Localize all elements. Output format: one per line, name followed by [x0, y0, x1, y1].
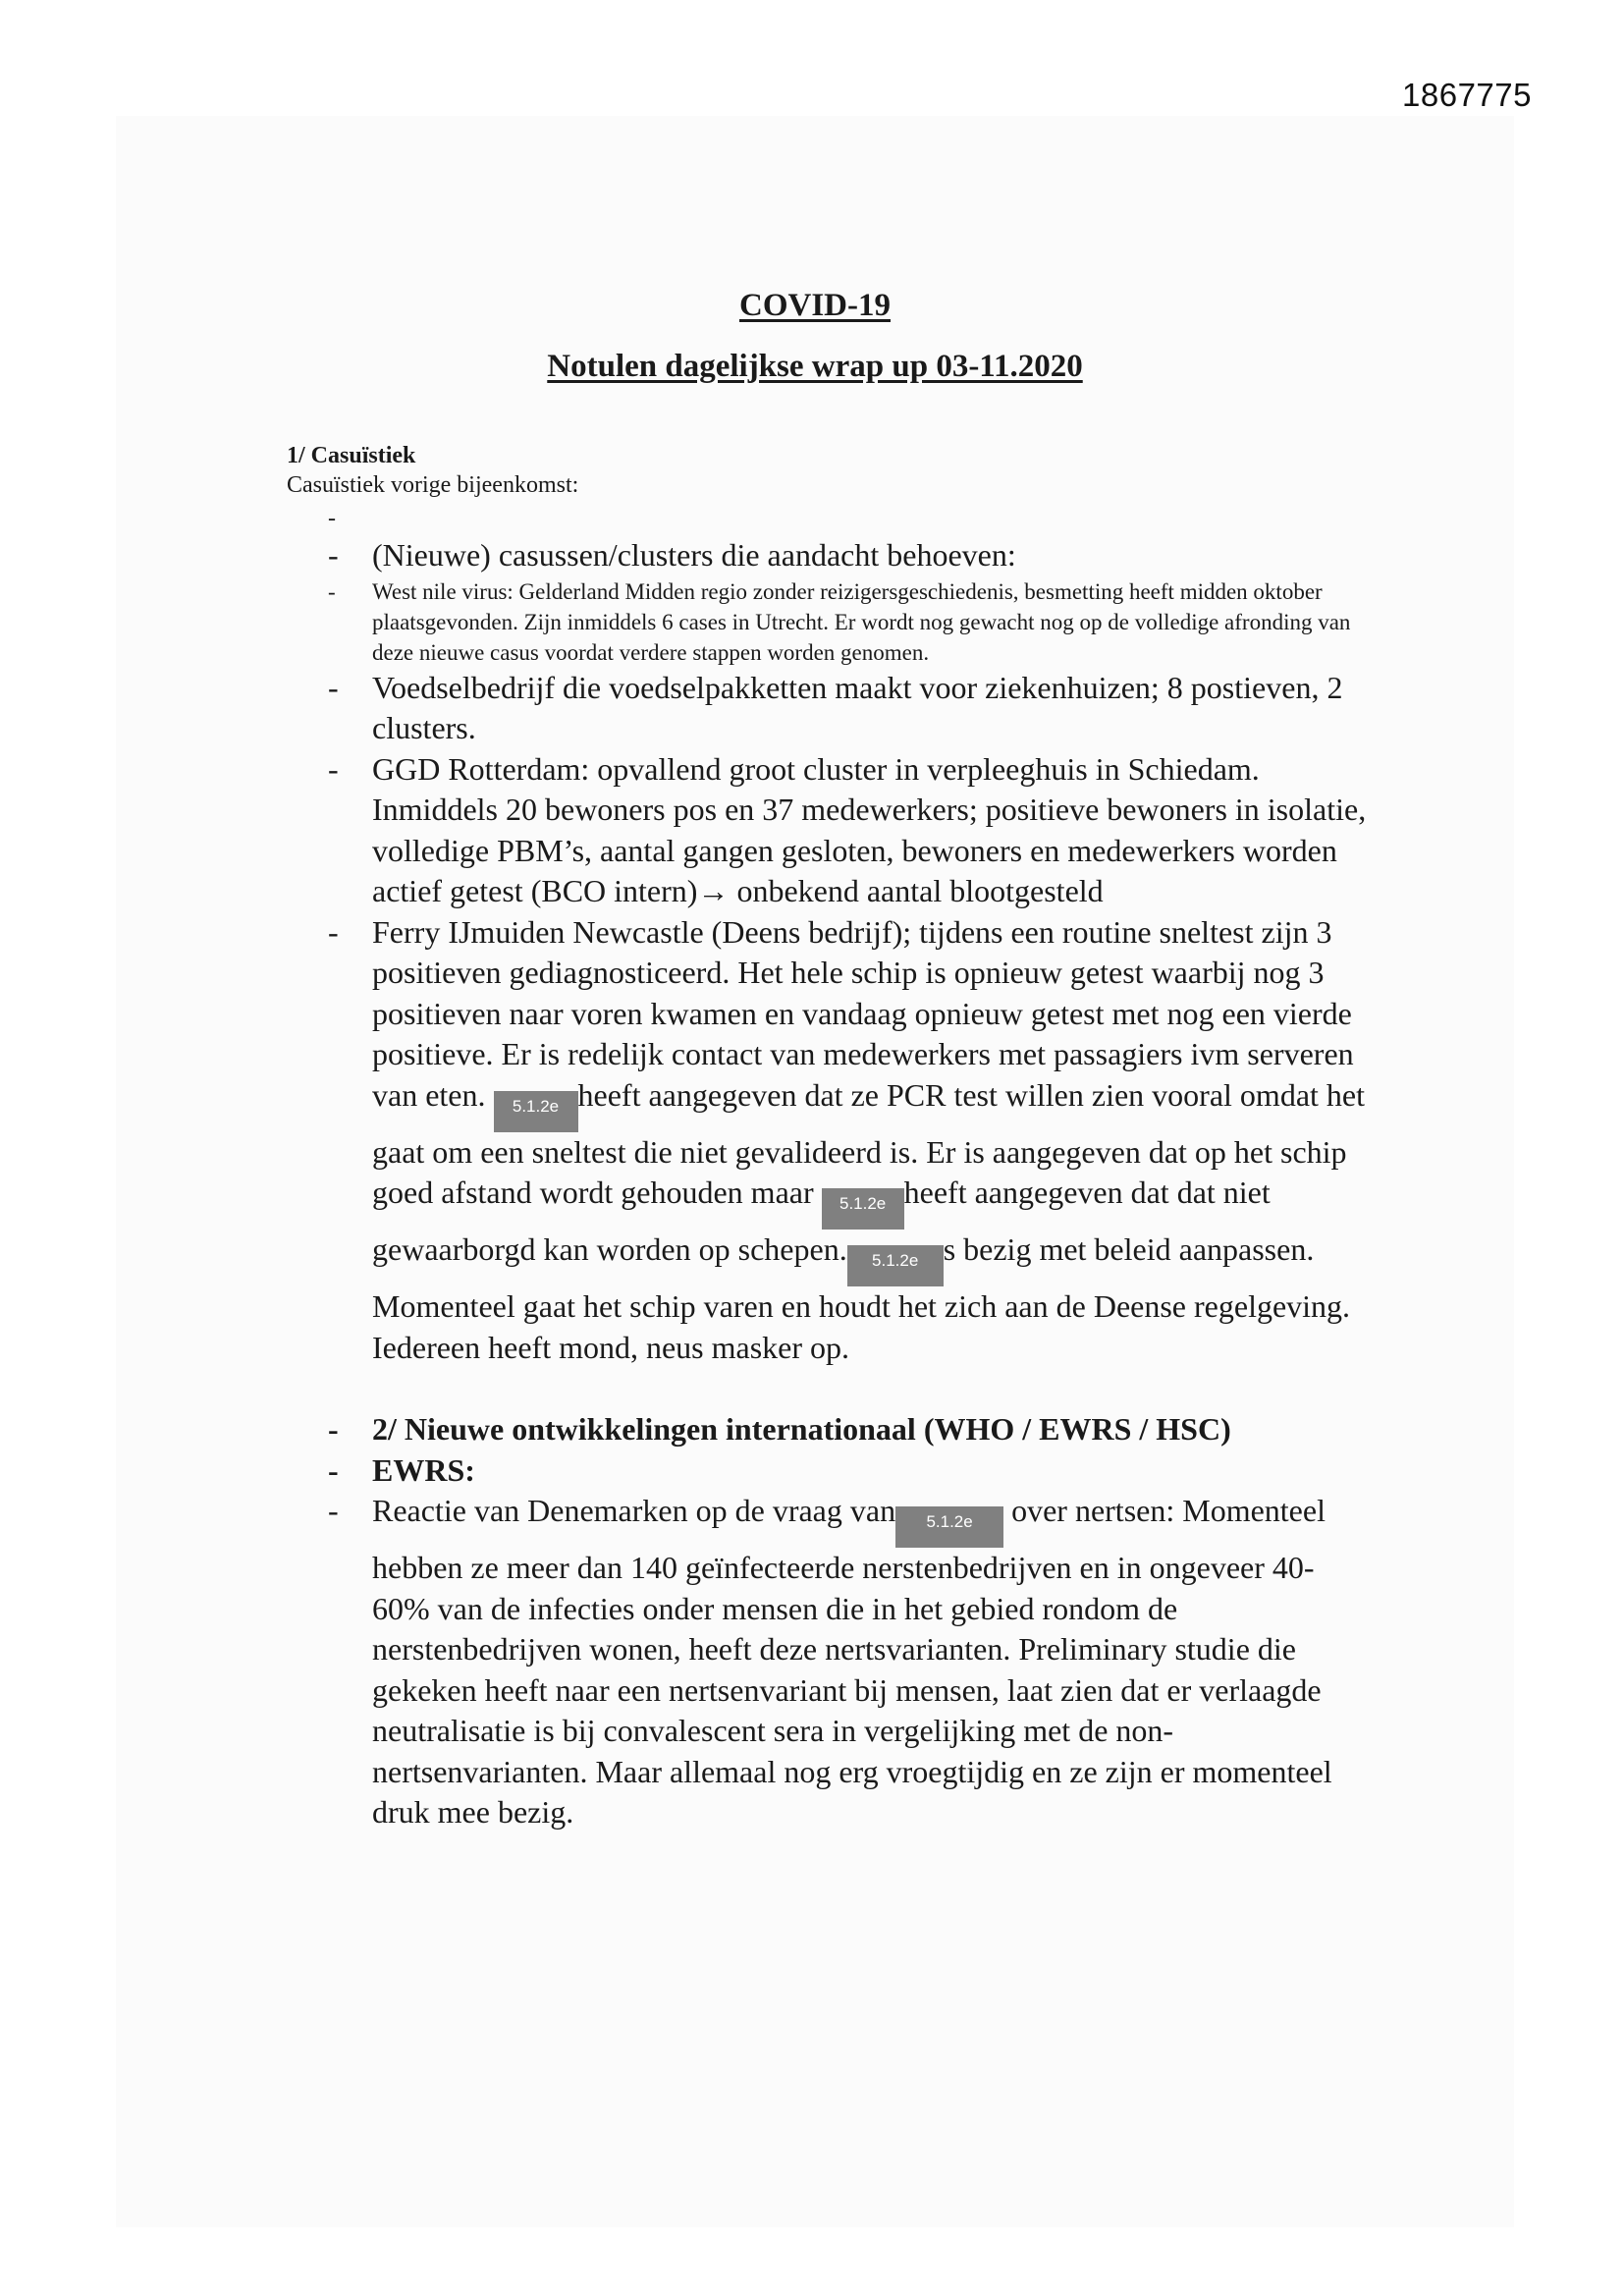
list-item-text: over nertsen: Momenteel hebben ze meer dan 140 geïnfecteerde nerstenbedrijven en in ongeveer 40-60% van de infecties onder mensen die in het gebied rondom de nerstenbedrijven wonen, heeft deze nertsvarianten. Preliminary studie die gekeken heeft naar een nertsenvariant bij mensen, laat zien dat er verlaagde neutralisatie is bij convalescent sera in vergelijking met de non-nertsenvarianten. Maar allemaal nog erg vroegtijdig en ze zijn er momenteel druk mee bezig. [372, 1493, 1332, 1830]
list-item-text: s bezig met beleid aanpassen. Momenteel gaat het schip varen en houdt het zich aan de Deense regelgeving. Iedereen heeft mond, neus masker op. [372, 1231, 1351, 1365]
list-item-text: (Nieuwe) casussen/clusters die aandacht behoeven: [372, 537, 1016, 573]
redaction-box: 5.1.2e [822, 1188, 904, 1230]
redaction-box: 5.1.2e [895, 1506, 1003, 1548]
list-item-text: heeft aangegeven dat dat niet gewaarborgd kan worden op schepen. [372, 1175, 1271, 1267]
list-item-denmark [328, 1491, 1369, 1833]
list-bullet: - [328, 1451, 339, 1488]
list-bullet: - [328, 578, 336, 604]
document-subtitle: Notulen dagelijkse wrap up 03-11.2020 [547, 349, 1083, 384]
list-item-text: Voedselbedrijf die voedselpakketten maakt voor ziekenhuizen; 8 postieven, 2 clusters. [372, 669, 1343, 745]
document-title: COVID-19 [739, 288, 891, 323]
redaction-box: 5.1.2e [847, 1245, 944, 1286]
list-bullet: - [328, 750, 339, 787]
list-item-text: Ferry IJmuiden Newcastle (Deens bedrijf); tijdens een routine sneltest zijn 3 positieven gediagnosticeerd. Het hele schip is opnieuw getest waarbij nog 3 positieven naar voren kwamen en vandaag opnieuw getest met nog een vierde positieve. Er is redelijk contact van medewerkers met passagiers ivm serveren van eten. [372, 913, 1354, 1113]
list-item-new-cases-heading [328, 535, 1369, 576]
list-item-text: Reactie van Denemarken op de vraag van [372, 1493, 896, 1528]
minutes-list [328, 502, 1369, 1833]
list-bullet: - [328, 669, 339, 705]
document-id: 1867775 [1402, 77, 1532, 113]
list-item-text: 2/ Nieuwe ontwikkelingen internationaal (WHO / EWRS / HSC) [372, 1411, 1231, 1447]
list-item-food-company [328, 668, 1369, 749]
list-bullet: - [328, 1493, 339, 1528]
list-item-text: West nile virus: Gelderland Midden regio zonder reizigersgeschiedenis, besmetting heeft midden oktober plaatsgevonden. Zijn inmiddels 6 cases in Utrecht. Er wordt nog gewacht nog op de volledige afronding van deze nieuwe casus voordat verdere stappen worden genomen. [372, 578, 1351, 665]
list-bullet: - [328, 506, 336, 531]
list-item-text: EWRS: [372, 1451, 475, 1488]
list-spacer [328, 1368, 1369, 1409]
list-item-ggd-rotterdam [328, 749, 1369, 912]
list-item-west-nile [328, 576, 1369, 668]
list-item-section-2-heading [328, 1409, 1369, 1450]
list-bullet: - [328, 1411, 339, 1447]
redaction-box: 5.1.2e [494, 1091, 578, 1132]
section-1-subheading: Casuïstiek vorige bijeenkomst: [287, 472, 579, 498]
section-1-heading: 1/ Casuïstiek [287, 443, 416, 468]
list-bullet: - [328, 537, 339, 573]
list-item-text: heeft aangegeven dat ze PCR test willen zien vooral omdat het gaat om een sneltest die niet gevalideerd is. Er is aangegeven dat op het schip goed afstand wordt gehouden maar [372, 1076, 1365, 1210]
list-item-empty [328, 502, 1369, 535]
list-item-text: GGD Rotterdam: opvallend groot cluster in verpleeghuis in Schiedam. Inmiddels 20 bewoners pos en 37 medewerkers; positieve bewoners in isolatie, volledige PBM’s, aantal gangen gesloten, bewoners en medewerkers worden actief getest (BCO intern)→ onbekend aantal blootgesteld [372, 750, 1367, 908]
list-bullet: - [328, 913, 339, 950]
list-item-ferry [328, 912, 1369, 1369]
list-item-ewrs-heading [328, 1450, 1369, 1492]
